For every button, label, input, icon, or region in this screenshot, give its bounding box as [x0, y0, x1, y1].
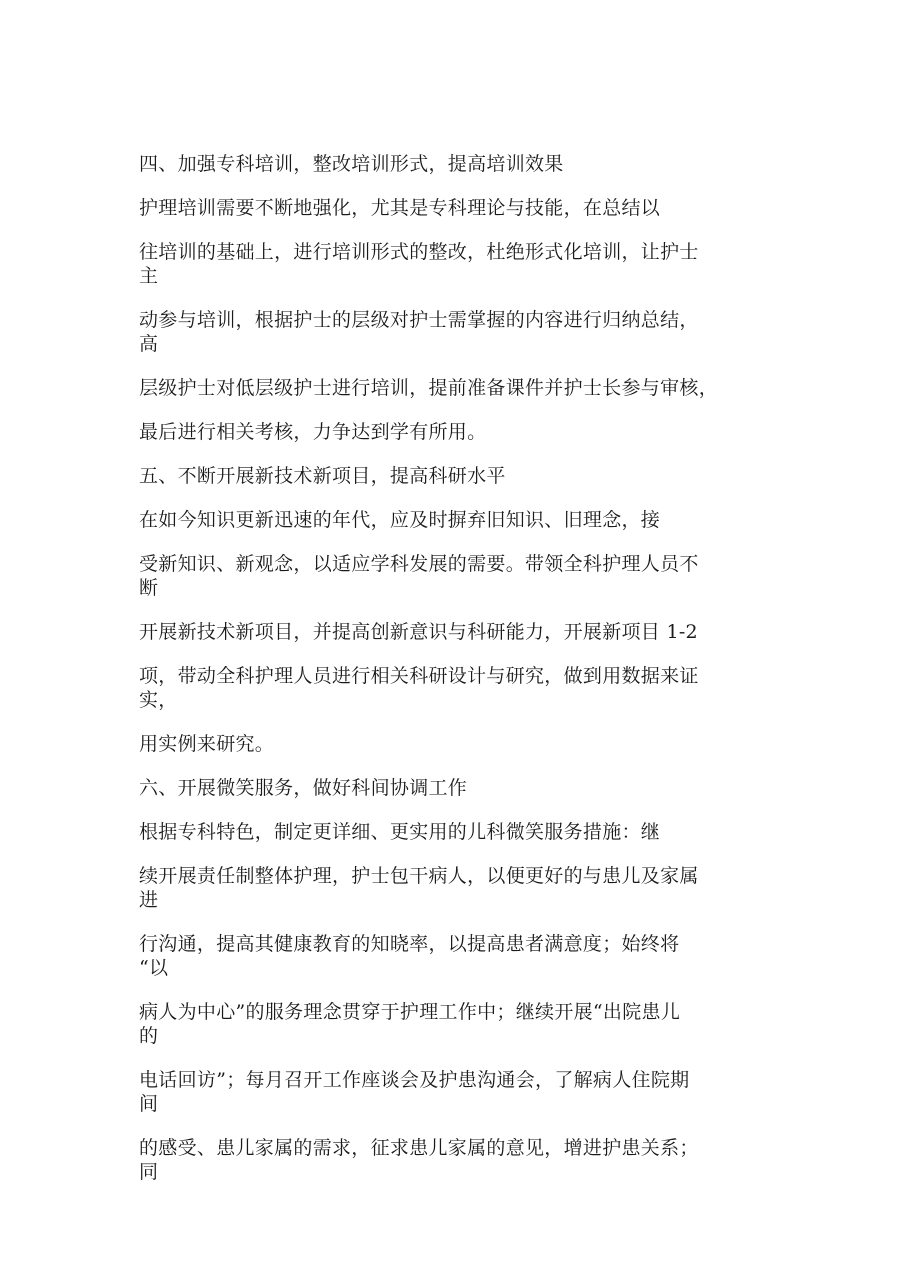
- paragraph-line: 高: [139, 333, 159, 355]
- paragraph-line: 护理培训需要不断地强化，尤其是专科理论与技能，在总结以: [139, 197, 661, 219]
- paragraph-line: 受新知识、新观念，以适应学科发展的需要。带领全科护理人员不: [139, 553, 699, 575]
- paragraph-line: 用实例来研究。: [139, 733, 275, 755]
- paragraph-line: 往培训的基础上，进行培训形式的整改，杜绝形式化培训，让护士: [139, 241, 699, 263]
- paragraph-line: 根据专科特色，制定更详细、更实用的儿科微笑服务措施：继: [139, 821, 661, 843]
- paragraph-line: 续开展责任制整体护理，护士包干病人，以便更好的与患儿及家属: [139, 865, 699, 887]
- section-heading-6: 六、开展微笑服务，做好科间协调工作: [139, 777, 468, 799]
- paragraph-line: 的: [139, 1025, 159, 1047]
- paragraph-line: 层级护士对低层级护士进行培训，提前准备课件并护士长参与审核，: [139, 377, 719, 399]
- paragraph-line: 行沟通，提高其健康教育的知晓率，以提高患者满意度；始终将: [139, 933, 680, 955]
- paragraph-line: 进: [139, 889, 159, 911]
- paragraph-line: 的感受、患儿家属的需求，征求患儿家属的意见，增进护患关系；: [139, 1137, 699, 1159]
- paragraph-line: 间: [139, 1093, 159, 1115]
- paragraph-line: 实，: [139, 689, 178, 711]
- paragraph-line: 同: [139, 1161, 159, 1183]
- paragraph-line: “以: [139, 957, 169, 979]
- paragraph-line: 在如今知识更新迅速的年代，应及时摒弃旧知识、旧理念，接: [139, 509, 661, 531]
- paragraph-line: 断: [139, 577, 159, 599]
- paragraph-line: 病人为中心”的服务理念贯穿于护理工作中；继续开展“出院患儿: [139, 1001, 681, 1023]
- section-heading-4: 四、加强专科培训，整改培训形式，提高培训效果: [139, 153, 564, 175]
- paragraph-line: 最后进行相关考核，力争达到学有所用。: [139, 421, 487, 443]
- paragraph-line: 主: [139, 265, 159, 287]
- paragraph-line: 电话回访”；每月召开工作座谈会及护患沟通会，了解病人住院期: [139, 1069, 690, 1091]
- paragraph-line: 动参与培训，根据护士的层级对护士需掌握的内容进行归纳总结，: [139, 309, 699, 331]
- section-heading-5: 五、不断开展新技术新项目，提高科研水平: [139, 465, 506, 487]
- paragraph-line: 开展新技术新项目，并提高创新意识与科研能力，开展新项目 1-2: [139, 621, 698, 643]
- paragraph-line: 项，带动全科护理人员进行相关科研设计与研究，做到用数据来证: [139, 665, 699, 687]
